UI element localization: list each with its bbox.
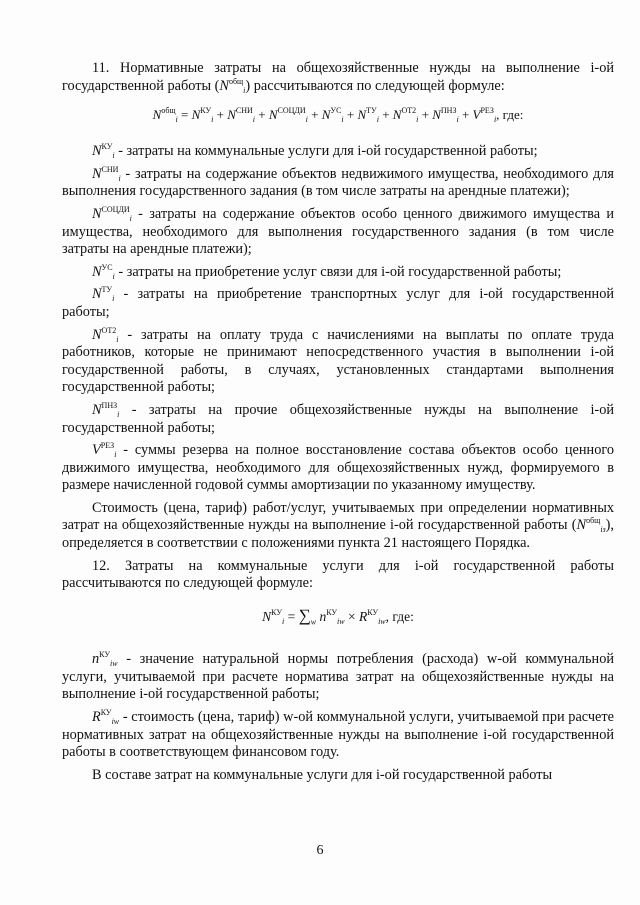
formula-utilities: $N^{КУ}_i = \sum_w$ $n^{КУ}_{iw} \times R^{КУ}_{iw}$, где:: [262, 605, 414, 627]
paragraph-11-text-b: ) рассчитываются по следующей формуле:: [245, 77, 505, 94]
definition-socdi: $N^{СОЦДИ}_i$ - затраты на содержание объектов особо ценного движимого имущества и имущества, необходимого для выполнения государственного задания (в том числе затраты на арендные платежи);: [62, 204, 614, 258]
definition-pnz: $N^{ПНЗ}_i$ - затраты на прочие общехозяйственные нужды на выполнение i-ой государственной работы;: [62, 400, 614, 436]
paragraph-11-text-a: 11. Нормативные затраты на общехозяйственные нужды на выполнение i-ой государственной работы (: [62, 60, 614, 94]
paragraph-last: В составе затрат на коммунальные услуги для i-ой государственной работы: [92, 766, 553, 783]
paragraph-11: [62, 60, 614, 95]
definition-rez: $V^{РЕЗ}_i$ - суммы резерва на полное восстановление состава объектов особо ценного движимого имущества, необходимого для общехозяйственных нужд, формируемого в размере начисленной годовой суммы амортизации по указанному имуществу.: [62, 441, 614, 494]
formula-overhead: $N^{общ}_i = N^{КУ}_i + N^{СНИ}_i + N^{СОЦДИ}_i + N^{УС}_i + N^{ТУ}_i + N^{ОТ2}_i + N^{ПНЗ}_i + V^{РЕЗ}_i$, где:: [152, 106, 524, 125]
page-number: 6: [316, 843, 324, 858]
document-body: [62, 60, 614, 789]
definition-us: $N^{УС}_i$ - затраты на приобретение услуг связи для i-ой государственной работы;: [92, 262, 562, 281]
paragraph-12: 12. Затраты на коммунальные услуги для i-ой государственной работы рассчитываются по следующей формуле:: [62, 557, 614, 592]
definition-n: $n^{КУ}_{iw}$ - значение натуральной нормы потребления (расхода) w-ой коммунальной услуги, учитываемой при расчете норматива затрат на общехозяйственные нужды на выполнение i-ой государственной работы;: [62, 650, 614, 703]
definition-tu: $N^{ТУ}_i$ - затраты на приобретение транспортных услуг для i-ой государственной работы;: [62, 285, 614, 320]
symbol-n-obsh-iz: $N^{общ}_{iз}$: [576, 516, 606, 535]
symbol-n-obsh: $N^{общ}_i$: [219, 76, 246, 95]
paragraph-cost: Стоимость (цена, тариф) работ/услуг, учитываемых при определении нормативных затрат на общехозяйственные нужды на выполнение i-ой государственной работы $(N^{общ}_{iз})$, определяется в соответствии с положениями пункта 21 настоящего Порядка.: [62, 499, 614, 552]
definition-ot2: $N^{ОТ2}_i$ - затраты на оплату труда с начислениями на выплаты по оплате труда работников, которые не принимают непосредственного участия в выполнении i-ой государственной работы, в случаях, установленных стандартами выполнения государственной работы;: [62, 325, 614, 396]
definition-r: $R^{КУ}_{iw}$ - стоимость (цена, тариф) w-ой коммунальной услуги, учитываемой при расчете нормативных затрат на общехозяйственные нужды на выполнение i-ой государственной работы в соответствующем финансовом году.: [62, 707, 614, 761]
definition-sni: $N^{СНИ}_i$ - затраты на содержание объектов недвижимого имущества, необходимого для выполнения государственного задания (в том числе затраты на арендные платежи);: [62, 164, 614, 200]
definition-ku: $N^{КУ}_i$ - затраты на коммунальные услуги для i-ой государственной работы;: [92, 142, 538, 161]
